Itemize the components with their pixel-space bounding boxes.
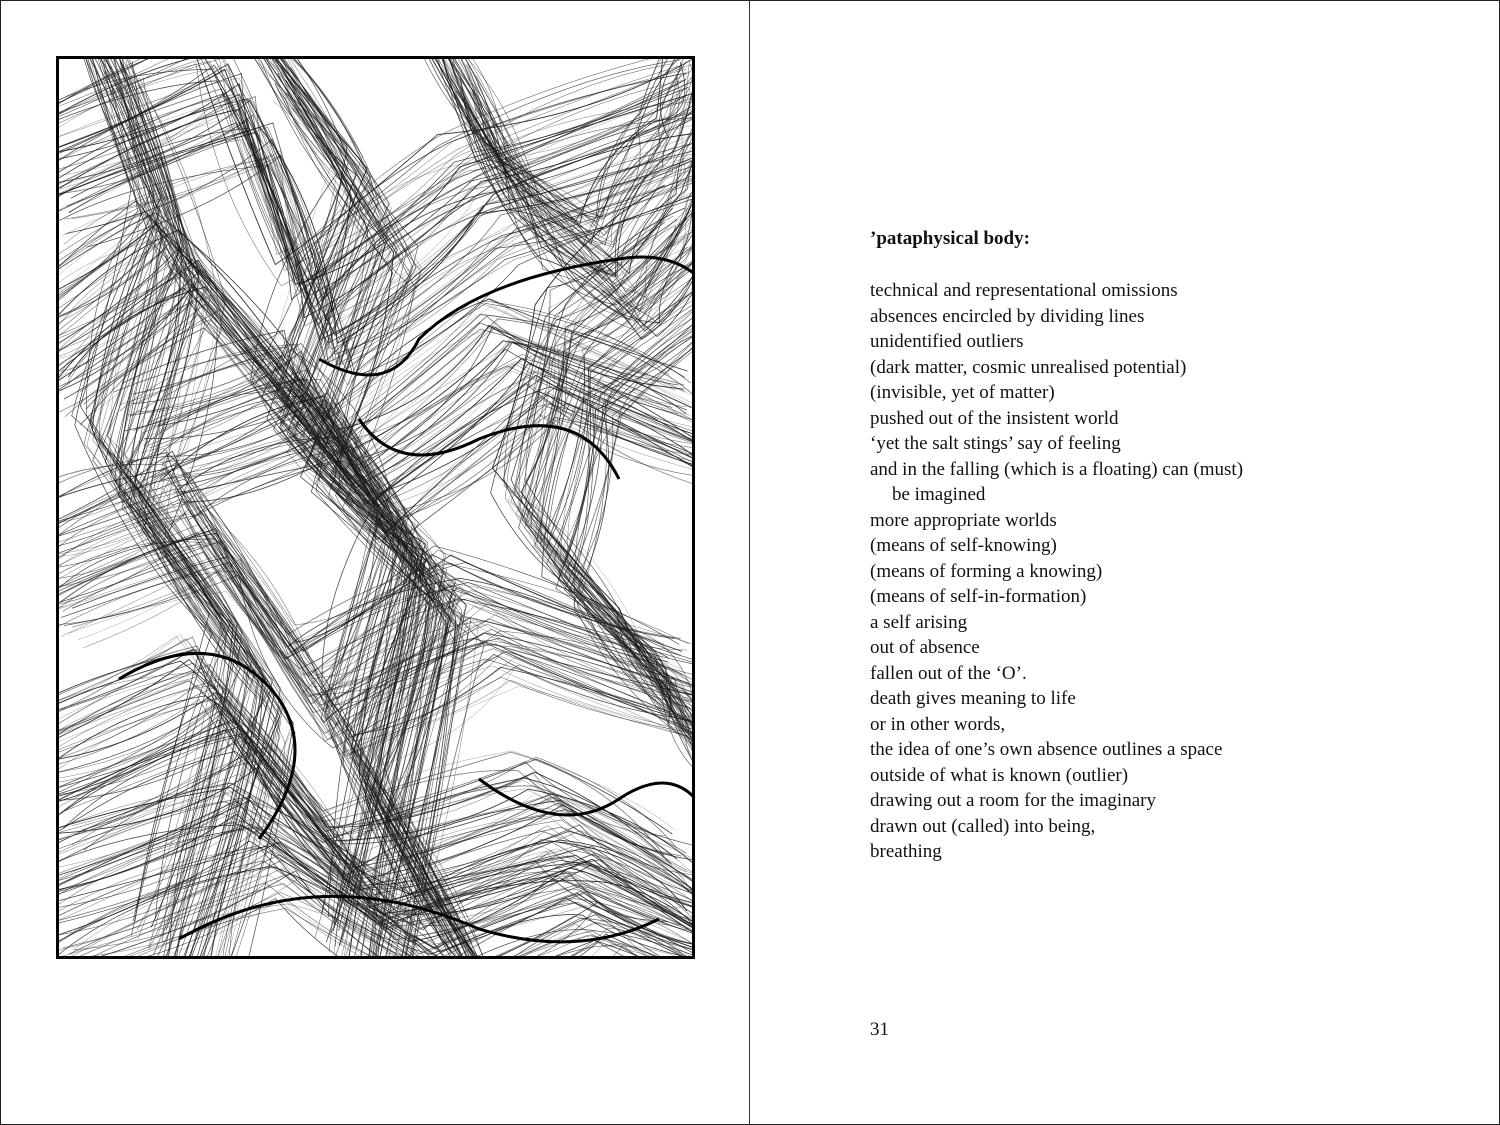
poem-line: more appropriate worlds	[870, 509, 1057, 531]
right-page	[750, 0, 1500, 1125]
poem-line: the idea of one’s own absence outlines a space	[870, 739, 1223, 760]
poem-line: (dark matter, cosmic unrealised potential)	[870, 356, 1187, 378]
poem-line: (means of self-in-formation)	[870, 586, 1087, 607]
poem-line: or in other words,	[870, 713, 1006, 735]
abstract-hair-strands-illustration	[59, 59, 692, 956]
poem-line: drawing out a room for the imaginary	[870, 790, 1156, 811]
poem-title: ’pataphysical body:	[870, 228, 1030, 249]
hair-strand	[97, 59, 241, 956]
page-number: 31	[870, 1019, 889, 1040]
poem-line: ‘yet the salt stings’ say of feeling	[870, 433, 1121, 454]
poem-line: (means of forming a knowing)	[870, 560, 1103, 582]
poem-line: and in the falling (which is a floating) can (must)	[870, 458, 1244, 480]
poem-line: (means of self-knowing)	[870, 535, 1057, 556]
left-page	[0, 0, 749, 1125]
hair-strand	[577, 308, 692, 810]
hair-strand	[570, 302, 692, 792]
poem-line: absences encircled by dividing lines	[870, 305, 1145, 327]
poem-line: fallen out of the ‘O’.	[870, 662, 1027, 684]
poem-line: (invisible, yet of matter)	[870, 382, 1055, 403]
poem-line: drawn out (called) into being,	[870, 815, 1096, 837]
hair-strand	[82, 747, 692, 950]
poem-line-indented: be imagined	[892, 484, 986, 505]
poem-line: breathing	[870, 841, 942, 862]
hair-strand	[93, 59, 257, 956]
poem	[870, 226, 1470, 865]
artwork-frame	[56, 56, 695, 959]
hair-strand	[516, 231, 692, 724]
poem-line: pushed out of the insistent world	[870, 407, 1119, 429]
poem-line: technical and representational omissions	[870, 280, 1178, 301]
poem-line: outside of what is known (outlier)	[870, 764, 1129, 786]
poem-lines	[870, 278, 1470, 865]
poem-line: unidentified outliers	[870, 331, 1024, 352]
poem-line: out of absence	[870, 637, 980, 658]
poem-line: a self arising	[870, 611, 968, 633]
poem-line: death gives meaning to life	[870, 688, 1076, 709]
hair-strand	[565, 309, 693, 799]
